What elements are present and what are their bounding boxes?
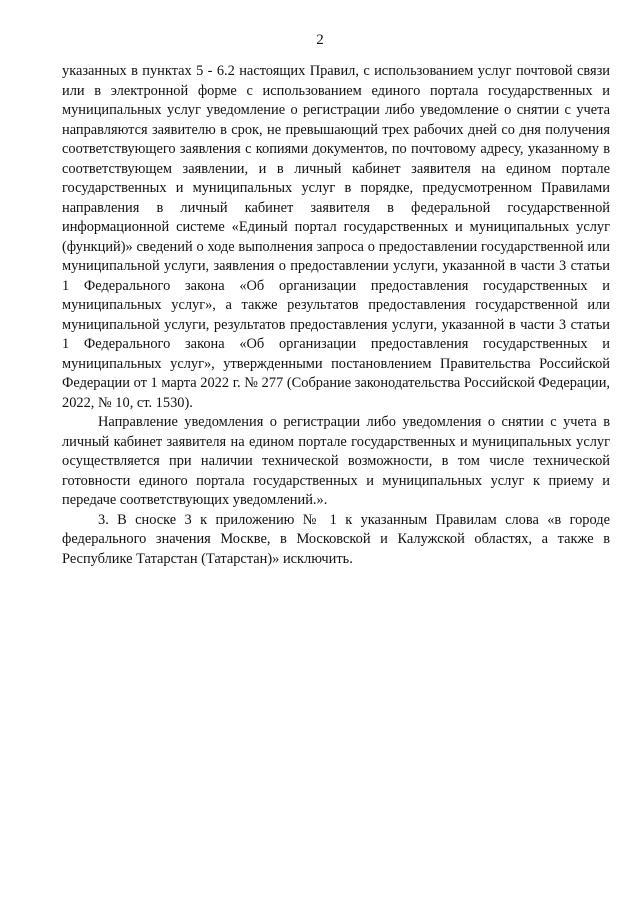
page-number: 2: [316, 32, 324, 48]
paragraph-notification-direction: Направление уведомления о регистрации либо уведомления о снятии с учета в личный кабинет заявителя на едином портале государственных и муниципальных услуг осуществляется при наличии технической возможности, в том числе технической готовности единого портала государственных и муниципальных услуг к приему и передаче соответствующих уведомлений.».: [62, 414, 610, 508]
paragraph-item-3-footnote: 3. В сноске 3 к приложению № 1 к указанным Правилам слова «в городе федерального значения Москве, в Московской и Калужской областях, а также в Республике Татарстан (Татарстан)» исключить.: [62, 511, 610, 567]
document-body: [62, 62, 610, 569]
paragraph-continuation: указанных в пунктах 5 - 6.2 настоящих Правил, с использованием услуг почтовой связи или в электронной форме с использованием единого портала государственных и муниципальных услуг уведомление о регистрации либо уведомление о снятии с учета направляются заявителю в срок, не превышающий трех рабочих дней со дня получения соответствующего заявления с копиями документов, по почтовому адресу, указанному в соответствующем заявлении, и в личный кабинет заявителя на едином портале государственных и муниципальных услуг в порядке, предусмотренном Правилами направления в личный кабинет заявителя в федеральной государственной информационной системе «Единый портал государственных и муниципальных услуг (функций)» сведений о ходе выполнения запроса о предоставлении государственной или муниципальной услуги, заявления о предоставлении услуги, указанной в части 3 статьи 1 Федерального закона «Об организации предоставления государственных и муниципальных услуг», а также результатов предоставления государственной или муниципальной услуги, результатов предоставления услуги, указанной в части 3 статьи 1 Федерального закона «Об организации предоставления государственных и муниципальных услуг», утвержденными постановлением Правительства Российской Федерации от 1 марта 2022 г. № 277 (Собрание законодательства Российской Федерации, 2022, № 10, ст. 1530).: [62, 63, 610, 411]
